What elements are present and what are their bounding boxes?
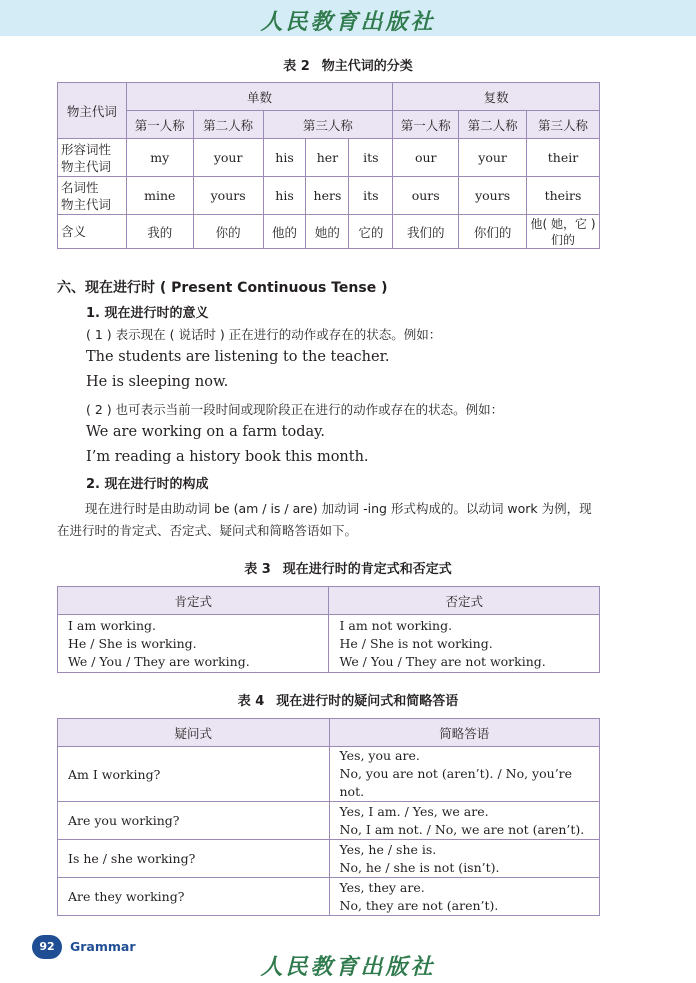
body-paragraph: 现在进行时是由助动词 be (am / is / are) 加动词 -ing 形式构成的。以动词 work 为例，现在进行时的肯定式、否定式、疑问式和简略答语如下。 — [57, 501, 592, 538]
page-number-badge: 92 — [32, 935, 62, 959]
table2-person-header: 第三人称 — [263, 111, 393, 139]
table-cell: her — [306, 139, 349, 177]
table-cell: yours — [193, 177, 263, 215]
table-cell: theirs — [527, 177, 600, 215]
table-cell: 我的 — [126, 215, 193, 249]
footer-section-label: Grammar — [70, 939, 136, 954]
table-cell: yours — [459, 177, 527, 215]
table2-person-header: 第一人称 — [393, 111, 459, 139]
table-row — [58, 802, 600, 840]
table-cell: 你们的 — [459, 215, 527, 249]
table3-caption-number: 表 3 — [244, 562, 271, 577]
example-sentence: The students are listening to the teacher. — [86, 349, 390, 365]
table4-answer-cell: Yes, I am. / Yes, we are. No, I am not. / No, we are not (aren’t). — [329, 802, 600, 840]
table-cell: your — [459, 139, 527, 177]
affirmative-negative-table — [57, 586, 600, 673]
table2-corner: 物主代词 — [58, 83, 127, 139]
table3-negative-cell: I am not working. He / She is not working. We / You / They are not working. — [329, 615, 600, 673]
table2-person-header: 第二人称 — [459, 111, 527, 139]
table2-caption — [0, 55, 696, 74]
publisher-watermark-bottom: 人民教育出版社 — [260, 954, 436, 980]
table2-group-plural: 复数 — [393, 83, 600, 111]
table-row — [58, 215, 600, 249]
table3-header-affirmative: 肯定式 — [58, 587, 329, 615]
table-row — [58, 615, 600, 673]
table-cell: 它的 — [349, 215, 393, 249]
table2-caption-number: 表 2 — [283, 59, 310, 74]
table4-question-cell: Am I working? — [58, 747, 330, 802]
table4-caption-number: 表 4 — [237, 694, 265, 709]
table-cell: its — [349, 177, 393, 215]
table4-caption-title: 现在进行时的疑问式和简略答语 — [276, 694, 459, 709]
example-sentence: We are working on a farm today. — [86, 424, 325, 440]
table-cell: 她的 — [306, 215, 349, 249]
table-cell: its — [349, 139, 393, 177]
table-row — [58, 747, 600, 802]
table-cell: ours — [393, 177, 459, 215]
table-row — [58, 177, 600, 215]
table-row — [58, 878, 600, 916]
subsection-title: 1. 现在进行时的意义 — [86, 306, 209, 321]
table-cell: his — [263, 177, 306, 215]
table2-caption-title: 物主代词的分类 — [321, 59, 413, 74]
table-cell: my — [126, 139, 193, 177]
usage-note: ( 1 ) 表示现在 ( 说话时 ) 正在进行的动作或存在的状态。例如： — [86, 327, 442, 342]
table-cell: 他( 她，它 ) 们的 — [527, 215, 600, 249]
usage-note: ( 2 ) 也可表示当前一段时间或现阶段正在进行的动作或存在的状态。例如： — [86, 402, 504, 417]
table4-header-question: 疑问式 — [58, 719, 330, 747]
table2-row-label: 形容词性 物主代词 — [58, 139, 127, 177]
table-cell: your — [193, 139, 263, 177]
table4-question-cell: Are they working? — [58, 878, 330, 916]
section-title: 六、现在进行时 ( Present Continuous Tense ) — [57, 280, 388, 296]
table2-group-singular: 单数 — [126, 83, 392, 111]
table2-person-header: 第一人称 — [126, 111, 193, 139]
table-cell: mine — [126, 177, 193, 215]
table-cell: his — [263, 139, 306, 177]
question-answer-table — [57, 718, 600, 916]
possessive-pronoun-table — [57, 82, 600, 249]
table4-question-cell: Are you working? — [58, 802, 330, 840]
table4-answer-cell: Yes, he / she is. No, he / she is not (isn’t). — [329, 840, 600, 878]
table4-question-cell: Is he / she working? — [58, 840, 330, 878]
example-sentence: He is sleeping now. — [86, 374, 229, 390]
example-sentence: I’m reading a history book this month. — [86, 449, 369, 465]
publisher-watermark-top: 人民教育出版社 — [260, 9, 436, 35]
table-row — [58, 139, 600, 177]
subsection-title: 2. 现在进行时的构成 — [86, 477, 209, 492]
table-cell: their — [527, 139, 600, 177]
table-cell: our — [393, 139, 459, 177]
table4-answer-cell: Yes, they are. No, they are not (aren’t). — [329, 878, 600, 916]
table4-header-answer: 简略答语 — [329, 719, 600, 747]
table4-caption — [0, 690, 696, 709]
table3-caption-title: 现在进行时的肯定式和否定式 — [282, 562, 452, 577]
table-cell: 你的 — [193, 215, 263, 249]
table-cell: 我们的 — [393, 215, 459, 249]
table2-person-header: 第二人称 — [193, 111, 263, 139]
table2-row-label: 含义 — [58, 215, 127, 249]
table-cell: 他的 — [263, 215, 306, 249]
table3-caption — [0, 558, 696, 577]
table2-row-label: 名词性 物主代词 — [58, 177, 127, 215]
table3-affirmative-cell: I am working. He / She is working. We / You / They are working. — [58, 615, 329, 673]
table3-header-negative: 否定式 — [329, 587, 600, 615]
table-cell: hers — [306, 177, 349, 215]
table-row — [58, 840, 600, 878]
table4-answer-cell: Yes, you are. No, you are not (aren’t). / No, you’re not. — [329, 747, 600, 802]
table2-person-header: 第三人称 — [527, 111, 600, 139]
